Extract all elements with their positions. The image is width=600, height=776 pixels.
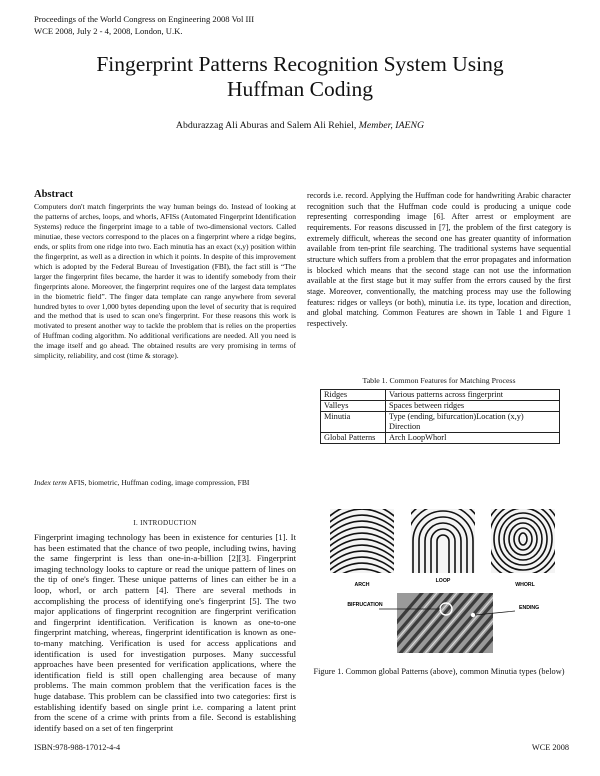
table-cell-feature: Minutia	[321, 412, 386, 433]
figure-fingerprint-patterns	[327, 507, 561, 659]
whorl-label: WHORL	[515, 582, 535, 588]
title-line-1: Fingerprint Patterns Recognition System Using	[96, 52, 504, 76]
header-proceedings: Proceedings of the World Congress on Engineering 2008 Vol III	[34, 14, 255, 24]
ending-label: ENDING	[519, 605, 540, 611]
paper-title	[40, 52, 560, 102]
running-header	[34, 14, 254, 37]
table-row	[321, 390, 560, 401]
table-row	[321, 401, 560, 412]
arch-fingerprint-image	[327, 507, 402, 589]
bifurcation-label: BIFRUCATION	[347, 602, 383, 608]
minutia-closeup-image	[367, 587, 540, 657]
table-cell-description: Spaces between ridges	[386, 401, 560, 412]
table-row	[321, 433, 560, 444]
section-heading-introduction: I. INTRODUCTION	[133, 519, 197, 527]
right-column-text: records i.e. record. Applying the Huffman code for handwriting Arabic character recognition such that the Huffman code could is producing a unique code representing corresponding image [6]. After arrest or employment are requirements. For reasons discussed in [7], the problem of the first category is extremely difficult, whereas the second one has greater quantity of information available from ten-print file searching. The traditional systems have sequential structure which suffers from a problem that the error propagates and information is blocked which means that the second stage can not use the information available at the first stage but it may suffer from the errors caused by the first stage. Moreover, conventionally, the matching process may use the following features: ridges or valleys (or both), minutia i.e. its type, location and direction, and global matching. Common Features are shown in Table 1 and Figure 1 respectively.	[307, 191, 571, 328]
abstract-text: Computers don't match fingerprints the way human beings do. Instead of looking at the patterns of arches, loops, and whorls, AFISs (Automated Fingerprint Identification Systems) reduce the fingerprint image to a table of two-dimensional vectors. Called minutiae, these vectors correspond to the places on a fingerprint where a ridge begins, ends, or splits from one ridge into two. Each minutia has an exact (x,y) position within the fingerprint, as well as a direction in which it points. In despite of this improvement which is adopted by the Federal Bureau of Investigation (FBI), the fact still is “The larger the fingerprint files became, the harder it was to identify somebody from their fingerprints alone. Moreover, the fingerprint requires one of the largest data templates in the biometric field”. The finger data template can range anywhere from several hundred bytes to over 1,000 bytes depending upon the level of security that is required and the method that is used to scan one's fingerprint. For these reasons this work is motivated to present another way to tackle the problem that is relies on the properties of Huffman coding algorithm. No additional verifications are needed. All you need is the image itself and go ahead. The obtained results are very promising in terms of simplicity, reliability, and cost (time & storage).	[34, 202, 296, 361]
features-table	[320, 389, 560, 444]
whorl-fingerprint-image	[484, 507, 561, 580]
table-cell-description: Various patterns across fingerprint	[386, 390, 560, 401]
abstract-heading: Abstract	[34, 189, 74, 200]
title-line-2: Huffman Coding	[227, 77, 373, 101]
footer-conference: WCE 2008	[531, 743, 569, 752]
table-caption: Table 1. Common Features for Matching Process	[362, 376, 516, 385]
author-names: Abdurazzag Ali Aburas and Salem Ali Rehiel,	[175, 120, 359, 131]
table-cell-description: Type (ending, bifurcation)Location (x,y) Direction	[386, 412, 560, 433]
table-cell-feature: Valleys	[321, 401, 386, 412]
header-conference: WCE 2008, July 2 - 4, 2008, London, U.K.	[34, 25, 183, 36]
footer-isbn: ISBN:978-988-17012-4-4	[34, 743, 121, 752]
table-cell-feature: Global Patterns	[321, 433, 386, 444]
table-row	[321, 412, 560, 433]
figure-caption: Figure 1. Common global Patterns (above), common Minutia types (below)	[313, 667, 565, 676]
introduction-text: Fingerprint imaging technology has been in existence for centuries [1]. It has been estimated that the chance of two people, including twins, having the same fingerprint is less than one-in-a-billion [2][3]. Fingerprint imaging technology looks to capture or read the unique pattern of lines on the tip of one's finger. These unique patterns of lines can either be in a loop, whorl, or arch pattern [4]. There are several methods in accomplishing the process of identifying one's fingerprint [5]. The two major applications of fingerprint recognition are fingerprint verification and fingerprint identification. Verification is known as one-to-one fingerprint matching, whereas, fingerprint identification is known as one-to-many matching. Verification is used for access applications and identification is used for investigation purposes. Many successful approaches have been presented for verification applications, where the identification field is still open challenging area because of many problems. The main common problem that the verification faces is the huge database. This problem can be classified into two categories: first is establishing identify based on single print i.e. comparing a latent print from the scene of a crime with prints from a file. Second is establishing identify based on a set of ten fingerprint	[34, 532, 296, 733]
author-role: Member, IAENG	[358, 120, 425, 131]
index-terms	[34, 478, 296, 488]
arch-label: ARCH	[354, 582, 370, 588]
loop-fingerprint-image	[401, 507, 485, 579]
ending-marker	[471, 613, 475, 617]
authors	[40, 120, 560, 131]
table-cell-description: Arch LoopWhorl	[386, 433, 560, 444]
index-terms-label: Index term	[34, 478, 67, 487]
loop-label: LOOP	[435, 578, 451, 584]
table-cell-feature: Ridges	[321, 390, 386, 401]
index-terms-text: AFIS, biometric, Huffman coding, image compression, FBI	[66, 478, 250, 487]
